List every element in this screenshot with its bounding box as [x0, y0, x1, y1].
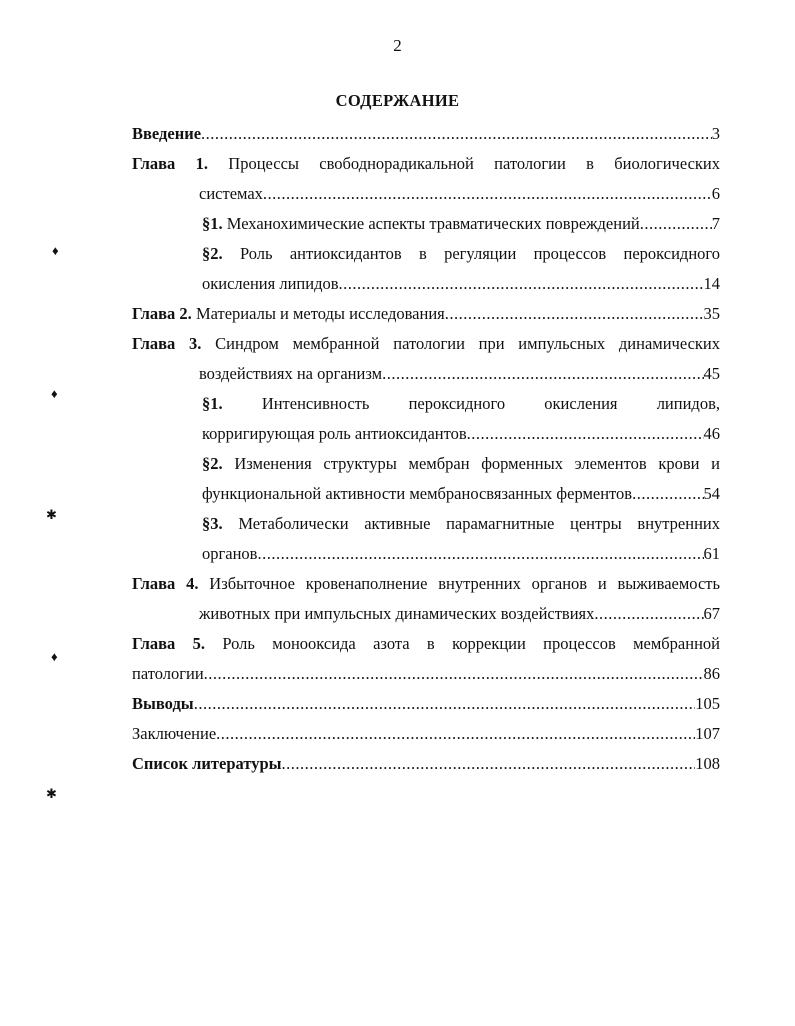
toc-intro-label: Введение: [132, 124, 202, 143]
toc-ch2-page: 35: [703, 304, 720, 323]
dot-leader: [282, 749, 696, 779]
dot-leader: [204, 659, 704, 689]
toc-ch3-s1-title-line2: корригирующая роль антиоксидантов: [202, 424, 467, 443]
toc-ch3-s3-num: §3.: [202, 514, 223, 533]
toc-entry-chapter-4-cont: [132, 599, 720, 629]
toc-entry-references: [132, 749, 720, 779]
toc-ch3-title-line2: воздействиях на организм: [199, 364, 383, 383]
toc-conclusions-page: 105: [695, 694, 720, 713]
toc-entry-ch1-section-1: [132, 209, 720, 239]
toc-summary-label: Заключение: [132, 724, 217, 743]
binding-hole-mark: ♦: [51, 649, 58, 664]
toc-ch3-s2-page: 54: [703, 484, 720, 503]
toc-entry-chapter-2: [132, 299, 720, 329]
toc-entry-summary: [132, 719, 720, 749]
dot-leader: [216, 719, 695, 749]
toc-ch1-s2-title-line2: окисления липидов: [202, 274, 339, 293]
toc-entry-ch3-section-3: [132, 509, 720, 539]
toc-ch2-label: Глава 2.: [132, 304, 192, 323]
toc-entry-ch3-section-3-cont: [132, 539, 720, 569]
toc-entry-chapter-3: [132, 329, 720, 359]
binding-hole-mark: ✱: [46, 786, 57, 801]
toc-ch1-title-line1: Процессы свободнорадикальной патологии в биологических: [228, 154, 721, 173]
toc-intro-page: 3: [711, 124, 720, 143]
toc-ch1-s2-page: 14: [703, 274, 720, 293]
toc-entry-ch3-section-1-cont: [132, 419, 720, 449]
dot-leader: [594, 599, 703, 629]
binding-hole-mark: ♦: [52, 243, 59, 258]
toc-ch3-s1-title-line1: Интенсивность пероксидного окисления липидов,: [261, 394, 720, 413]
toc-entry-introduction: [132, 119, 720, 149]
toc-ch1-page: 6: [711, 184, 720, 203]
toc-entry-chapter-5-cont: [132, 659, 720, 689]
toc-ch5-title-line2: патологии: [132, 664, 204, 683]
toc-entry-chapter-3-cont: [132, 359, 720, 389]
toc-ch3-s3-title-line1: Метаболически активные парамагнитные центры внутренних: [238, 514, 720, 533]
toc-ch1-s1-num: §1.: [202, 214, 223, 233]
toc-entry-ch3-section-1: [132, 389, 720, 419]
toc-ch3-s3-page: 61: [703, 544, 720, 563]
toc-entry-ch3-section-2: [132, 449, 720, 479]
toc-entry-conclusions: [132, 689, 720, 719]
toc-references-label: Список литературы: [132, 754, 282, 773]
toc-entry-chapter-1: [132, 149, 720, 179]
toc-ch2-title: Материалы и методы исследования: [195, 304, 445, 323]
toc-references-page: 108: [695, 754, 720, 773]
toc-title: СОДЕРЖАНИЕ: [335, 91, 460, 110]
toc-ch1-s2-num: §2.: [202, 244, 223, 263]
dot-leader: [467, 419, 704, 449]
table-of-contents: [132, 119, 720, 779]
dot-leader: [263, 179, 712, 209]
toc-ch1-s2-title-line1: Роль антиоксидантов в регуляции процессов пероксидного: [239, 244, 721, 263]
toc-ch3-s1-num: §1.: [202, 394, 223, 413]
dot-leader: [632, 479, 703, 509]
dot-leader: [445, 299, 704, 329]
dot-leader: [339, 269, 704, 299]
toc-ch3-s3-title-line2: органов: [202, 544, 258, 563]
dot-leader: [257, 539, 703, 569]
toc-ch3-s1-page: 46: [703, 424, 720, 443]
toc-ch1-s1-title: Механохимические аспекты травматических повреждений: [226, 214, 640, 233]
dot-leader: [194, 689, 696, 719]
toc-ch3-s2-title-line1: Изменения структуры мембран форменных элементов крови и: [234, 454, 720, 473]
toc-ch5-title-line1: Роль монооксида азота в коррекции процессов мембранной: [222, 634, 720, 653]
toc-entry-chapter-4: [132, 569, 720, 599]
toc-entry-ch3-section-2-cont: [132, 479, 720, 509]
toc-ch5-page: 86: [703, 664, 720, 683]
toc-conclusions-label: Выводы: [132, 694, 194, 713]
toc-ch3-label: Глава 3.: [132, 334, 202, 353]
dot-leader: [201, 119, 712, 149]
toc-ch3-s2-num: §2.: [202, 454, 223, 473]
toc-ch5-label: Глава 5.: [132, 634, 206, 653]
toc-entry-ch1-section-2: [132, 239, 720, 269]
toc-ch1-title-line2: системах: [199, 184, 263, 203]
dot-leader: [640, 209, 712, 239]
toc-entry-chapter-5: [132, 629, 720, 659]
toc-ch1-s1-page: 7: [711, 214, 720, 233]
binding-hole-mark: ♦: [51, 386, 58, 401]
toc-summary-page: 107: [695, 724, 720, 743]
toc-ch4-title-line2: животных при импульсных динамических воздействиях: [199, 604, 595, 623]
toc-ch4-title-line1: Избыточное кровенаполнение внутренних органов и выживаемость: [209, 574, 721, 593]
toc-ch3-page: 45: [703, 364, 720, 383]
binding-hole-mark: ✱: [46, 507, 57, 522]
toc-ch4-label: Глава 4.: [132, 574, 199, 593]
toc-entry-chapter-1-cont: [132, 179, 720, 209]
toc-entry-ch1-section-2-cont: [132, 269, 720, 299]
toc-ch3-title-line1: Синдром мембранной патологии при импульсных динамических: [215, 334, 721, 353]
toc-ch4-page: 67: [703, 604, 720, 623]
toc-ch3-s2-title-line2: функциональной активности мембраносвязанных ферментов: [202, 484, 633, 503]
toc-ch1-label: Глава 1.: [132, 154, 208, 173]
page-number: 2: [393, 36, 402, 55]
dot-leader: [382, 359, 703, 389]
